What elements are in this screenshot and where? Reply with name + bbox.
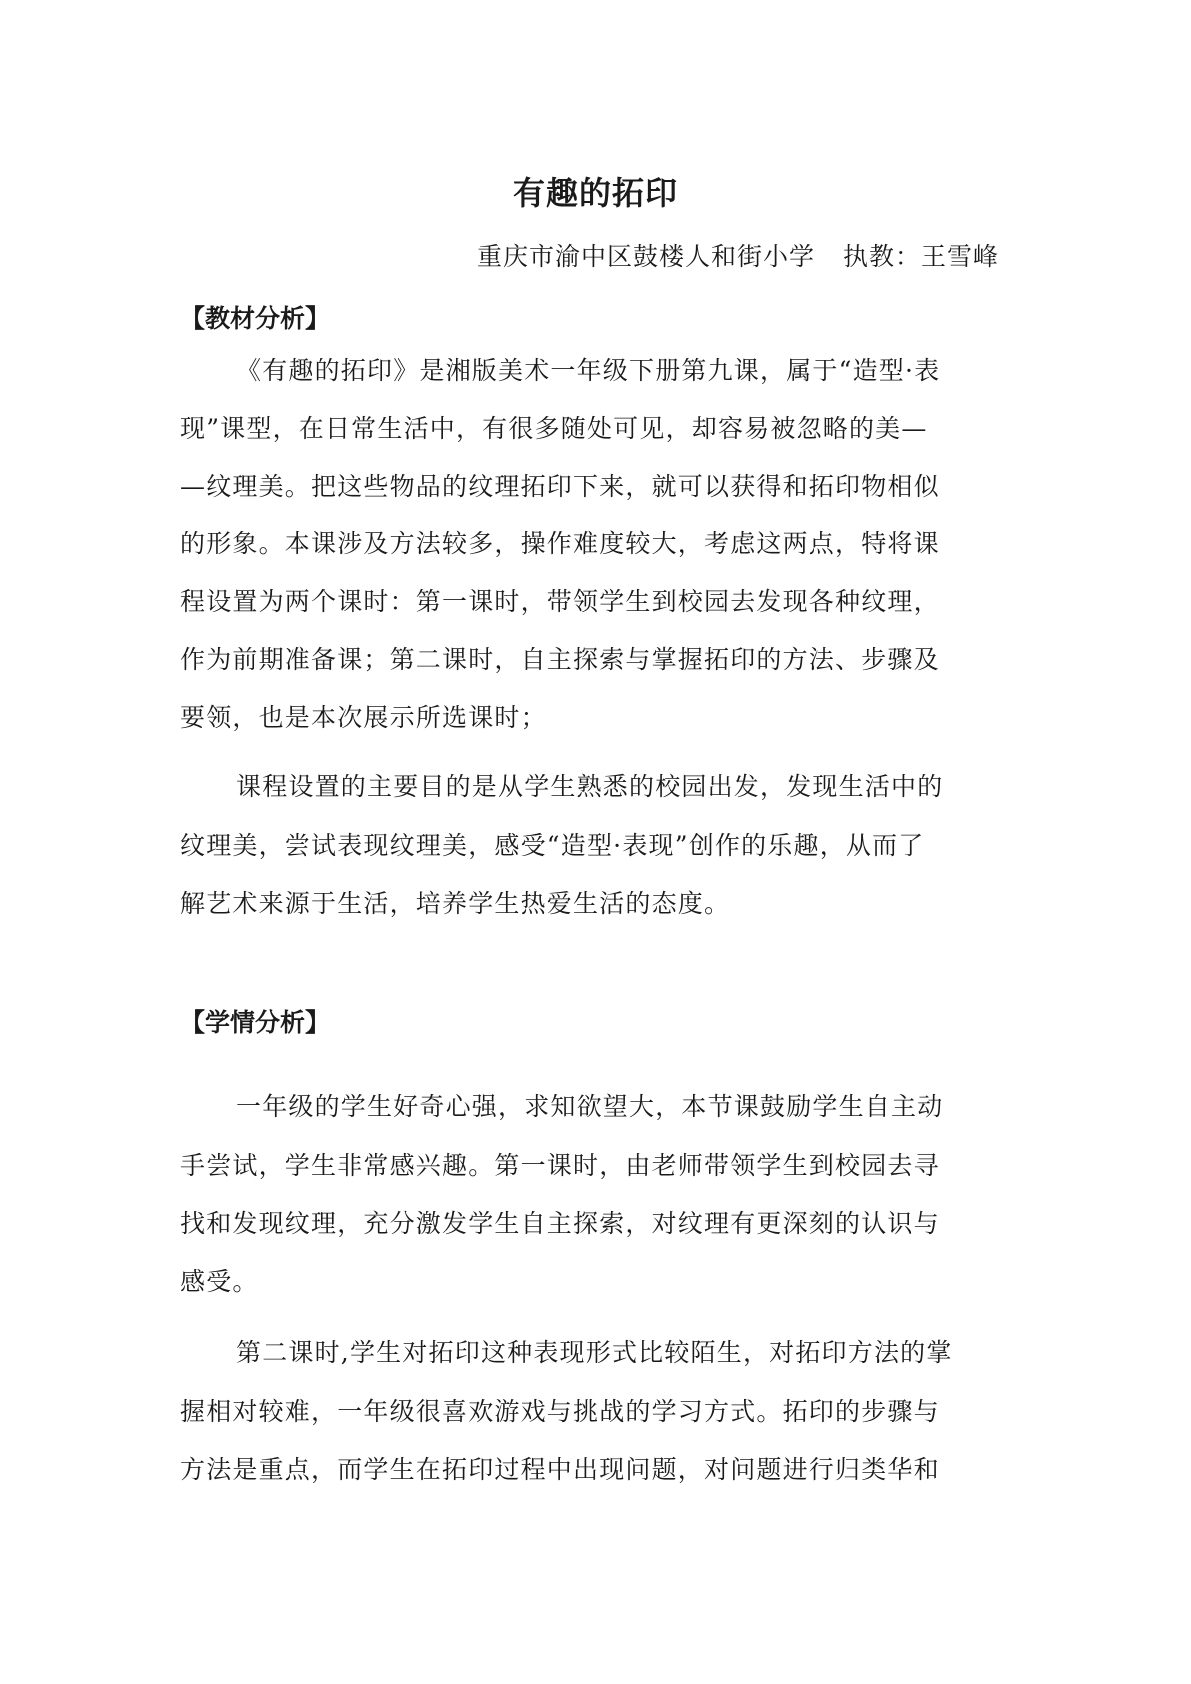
- paragraph-line: 方法是重点，而学生在拓印过程中出现问题，对问题进行归类华和: [180, 1455, 940, 1484]
- paragraph-line: 课程设置的主要目的是从学生熟悉的校园出发，发现生活中的: [236, 772, 944, 801]
- paragraph-line: 程设置为两个课时：第一课时，带领学生到校园去发现各种纹理，: [180, 587, 940, 616]
- byline-teacher: 执教：王雪峰: [842, 242, 999, 271]
- paragraph-line: 一年级的学生好奇心强，求知欲望大，本节课鼓励学生自主动: [236, 1092, 944, 1121]
- paragraph-line: 纹理美，尝试表现纹理美，感受“造型·表现”创作的乐趣，从而了: [180, 831, 925, 860]
- section-heading-textbook-analysis: 【教材分析】: [180, 304, 331, 333]
- paragraph-line: 要领，也是本次展示所选课时；: [180, 703, 547, 732]
- page-title: 有趣的拓印: [512, 174, 678, 212]
- section-heading-student-analysis: 【学情分析】: [180, 1008, 331, 1037]
- paragraph-line: 现”课型，在日常生活中，有很多随处可见，却容易被忽略的美—: [180, 414, 928, 443]
- paragraph-line: 感受。: [180, 1267, 259, 1296]
- byline-school: 重庆市渝中区鼓楼人和街小学: [476, 242, 815, 271]
- paragraph-line: 作为前期准备课；第二课时，自主探索与掌握拓印的方法、步骤及: [180, 645, 940, 674]
- paragraph-line: 的形象。本课涉及方法较多，操作难度较大，考虑这两点，特将课: [180, 529, 940, 558]
- paragraph-line: 手尝试，学生非常感兴趣。第一课时，由老师带领学生到校园去寻: [180, 1151, 940, 1180]
- paragraph-line: 解艺术来源于生活，培养学生热爱生活的态度。: [180, 889, 731, 918]
- paragraph-line: —纹理美。把这些物品的纹理拓印下来，就可以获得和拓印物相似: [180, 472, 940, 501]
- paragraph-line: 《有趣的拓印》是湘版美术一年级下册第九课，属于“造型·表: [236, 356, 941, 385]
- byline: [477, 237, 999, 273]
- paragraph-line: 找和发现纹理，充分激发学生自主探索，对纹理有更深刻的认识与: [180, 1209, 940, 1238]
- paragraph-line: 第二课时,学生对拓印这种表现形式比较陌生，对拓印方法的掌: [236, 1338, 953, 1367]
- paragraph-line: 握相对较难，一年级很喜欢游戏与挑战的学习方式。拓印的步骤与: [180, 1397, 940, 1426]
